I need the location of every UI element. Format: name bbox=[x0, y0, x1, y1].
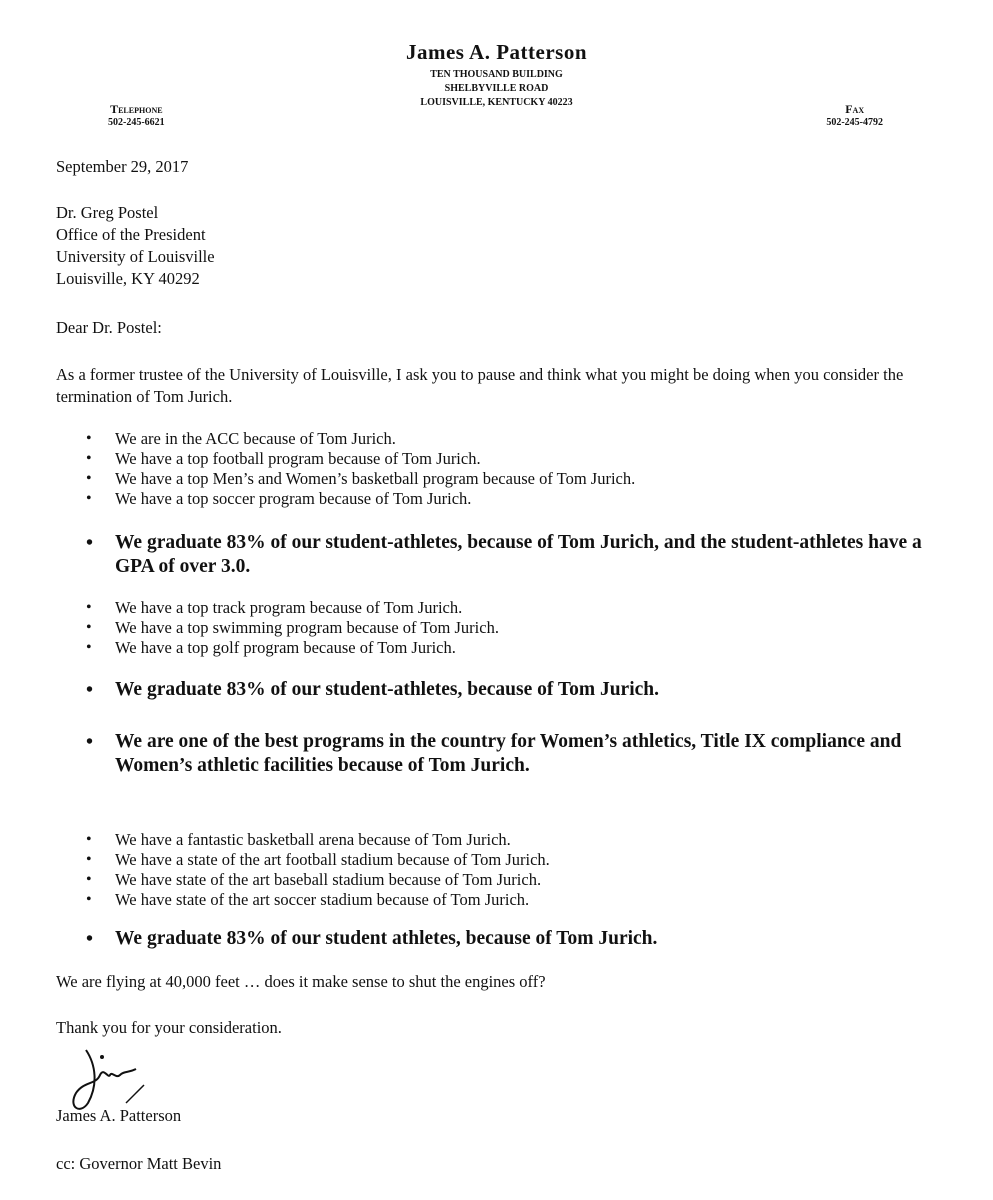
fax-label: Fax bbox=[845, 102, 865, 116]
recipient-office: Office of the President bbox=[56, 225, 206, 244]
list-item: • We have a top soccer program because of Tom Jurich. bbox=[0, 489, 935, 509]
signer-name: James A. Patterson bbox=[56, 1106, 182, 1125]
letter-date: September 29, 2017 bbox=[56, 157, 189, 176]
recipient-name: Dr. Greg Postel bbox=[56, 203, 159, 222]
list-item: • We graduate 83% of our student athletes, because of Tom Jurich. bbox=[0, 927, 935, 951]
fax-number: 502-245-4792 bbox=[826, 117, 883, 128]
bullet-list bbox=[0, 429, 935, 509]
cc-line: cc: Governor Matt Bevin bbox=[56, 1154, 222, 1173]
list-item: • We have a state of the art football stadium because of Tom Jurich. bbox=[0, 850, 935, 870]
address-line: TEN THOUSAND BUILDING bbox=[430, 69, 563, 80]
list-item: • We are in the ACC because of Tom Jurich. bbox=[0, 429, 935, 449]
fax-block bbox=[826, 102, 883, 130]
address-line: SHELBYVILLE ROAD bbox=[444, 83, 549, 94]
recipient-institution: University of Louisville bbox=[56, 247, 215, 266]
bullet-list bbox=[0, 927, 935, 951]
bullet-list bbox=[0, 730, 935, 778]
list-item: • We are one of the best programs in the country for Women’s athletics, Title IX compliance and Women’s athletic facilities because of Tom Jurich. bbox=[0, 730, 935, 778]
list-item: • We have a top football program because of Tom Jurich. bbox=[0, 449, 935, 469]
list-item: • We have state of the art baseball stadium because of Tom Jurich. bbox=[0, 870, 935, 890]
bullet-list bbox=[0, 598, 935, 658]
recipient-city: Louisville, KY 40292 bbox=[56, 269, 200, 288]
bullet-list bbox=[0, 531, 935, 579]
list-item: • We have a top golf program because of Tom Jurich. bbox=[0, 638, 935, 658]
bullet-list bbox=[0, 678, 935, 702]
thanks-line: Thank you for your consideration. bbox=[56, 1018, 282, 1037]
list-item: • We have state of the art soccer stadium because of Tom Jurich. bbox=[0, 890, 935, 910]
telephone-label: Telephone bbox=[110, 102, 163, 116]
closing-line: We are flying at 40,000 feet … does it make sense to shut the engines off? bbox=[56, 972, 546, 991]
list-item: • We have a top swimming program because of Tom Jurich. bbox=[0, 618, 935, 638]
recipient-block bbox=[56, 202, 215, 290]
salutation: Dear Dr. Postel: bbox=[56, 318, 162, 337]
telephone-block bbox=[108, 102, 165, 130]
list-item: • We graduate 83% of our student-athletes, because of Tom Jurich. bbox=[0, 678, 935, 702]
intro-paragraph: As a former trustee of the University of Louisville, I ask you to pause and think what you might be doing when you consider the termination of Tom Jurich. bbox=[56, 365, 904, 406]
list-item: • We have a top Men’s and Women’s basketball program because of Tom Jurich. bbox=[0, 469, 935, 489]
address-line: LOUISVILLE, KENTUCKY 40223 bbox=[420, 97, 573, 108]
list-item: • We graduate 83% of our student-athletes, because of Tom Jurich, and the student-athletes have a GPA of over 3.0. bbox=[0, 531, 935, 579]
list-item: • We have a fantastic basketball arena because of Tom Jurich. bbox=[0, 830, 935, 850]
list-item: • We have a top track program because of Tom Jurich. bbox=[0, 598, 935, 618]
telephone-number: 502-245-6621 bbox=[108, 117, 165, 128]
bullet-list bbox=[0, 830, 935, 910]
letterhead-name: James A. Patterson bbox=[405, 40, 588, 64]
signature-image bbox=[66, 1045, 156, 1115]
